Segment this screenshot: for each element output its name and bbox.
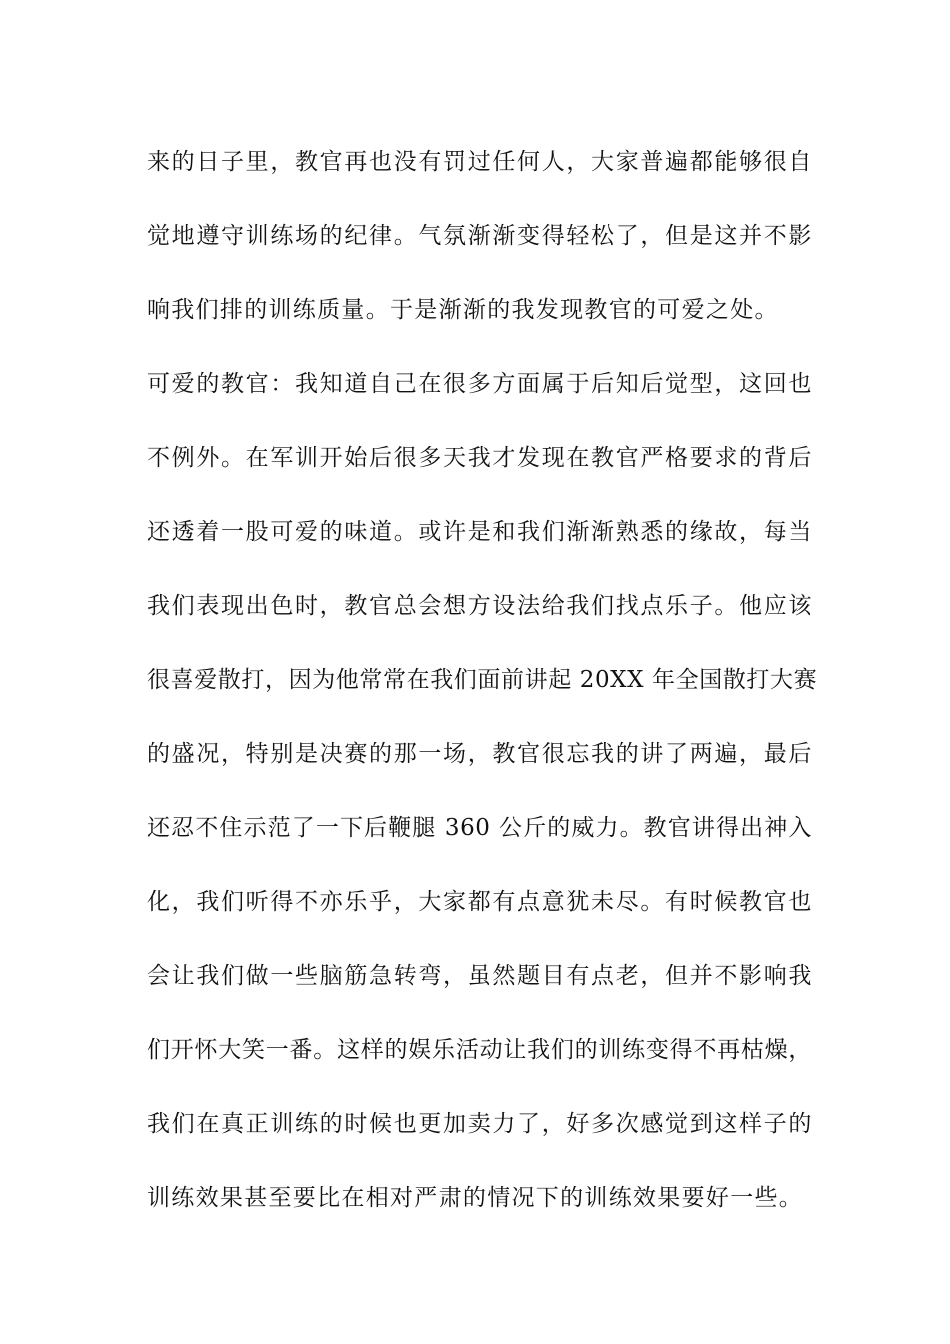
text-line: 还透着一股可爱的味道。或许是和我们渐渐熟悉的缘故，每当 bbox=[147, 519, 812, 545]
text-line: 觉地遵守训练场的纪律。气氛渐渐变得轻松了，但是这并不影 bbox=[147, 223, 812, 249]
text-line: 会让我们做一些脑筋急转弯，虽然题目有点老，但并不影响我 bbox=[147, 963, 812, 989]
text-line: 很喜爱散打，因为他常常在我们面前讲起 20XX 年全国散打大赛 bbox=[147, 667, 818, 693]
text-line: 的盛况，特别是决赛的那一场，教官很忘我的讲了两遍，最后 bbox=[147, 741, 812, 767]
text-line: 化，我们听得不亦乐乎，大家都有点意犹未尽。有时候教官也 bbox=[147, 889, 812, 915]
text-line: 可爱的教官：我知道自己在很多方面属于后知后觉型，这回也 bbox=[147, 371, 812, 397]
text-line: 我们在真正训练的时候也更加卖力了，好多次感觉到这样子的 bbox=[147, 1111, 812, 1137]
body-text bbox=[147, 125, 818, 1235]
text-line: 不例外。在军训开始后很多天我才发现在教官严格要求的背后 bbox=[147, 445, 812, 471]
text-line: 来的日子里，教官再也没有罚过任何人，大家普遍都能够很自 bbox=[147, 149, 812, 175]
text-line: 响我们排的训练质量。于是渐渐的我发现教官的可爱之处。 bbox=[147, 297, 779, 323]
text-line: 训练效果甚至要比在相对严肃的情况下的训练效果要好一些。 bbox=[147, 1185, 804, 1211]
text-line: 我们表现出色时，教官总会想方设法给我们找点乐子。他应该 bbox=[147, 593, 812, 619]
text-line: 们开怀大笑一番。这样的娱乐活动让我们的训练变得不再枯燥， bbox=[147, 1037, 812, 1063]
text-line: 还忍不住示范了一下后鞭腿 360 公斤的威力。教官讲得出神入 bbox=[147, 815, 812, 841]
